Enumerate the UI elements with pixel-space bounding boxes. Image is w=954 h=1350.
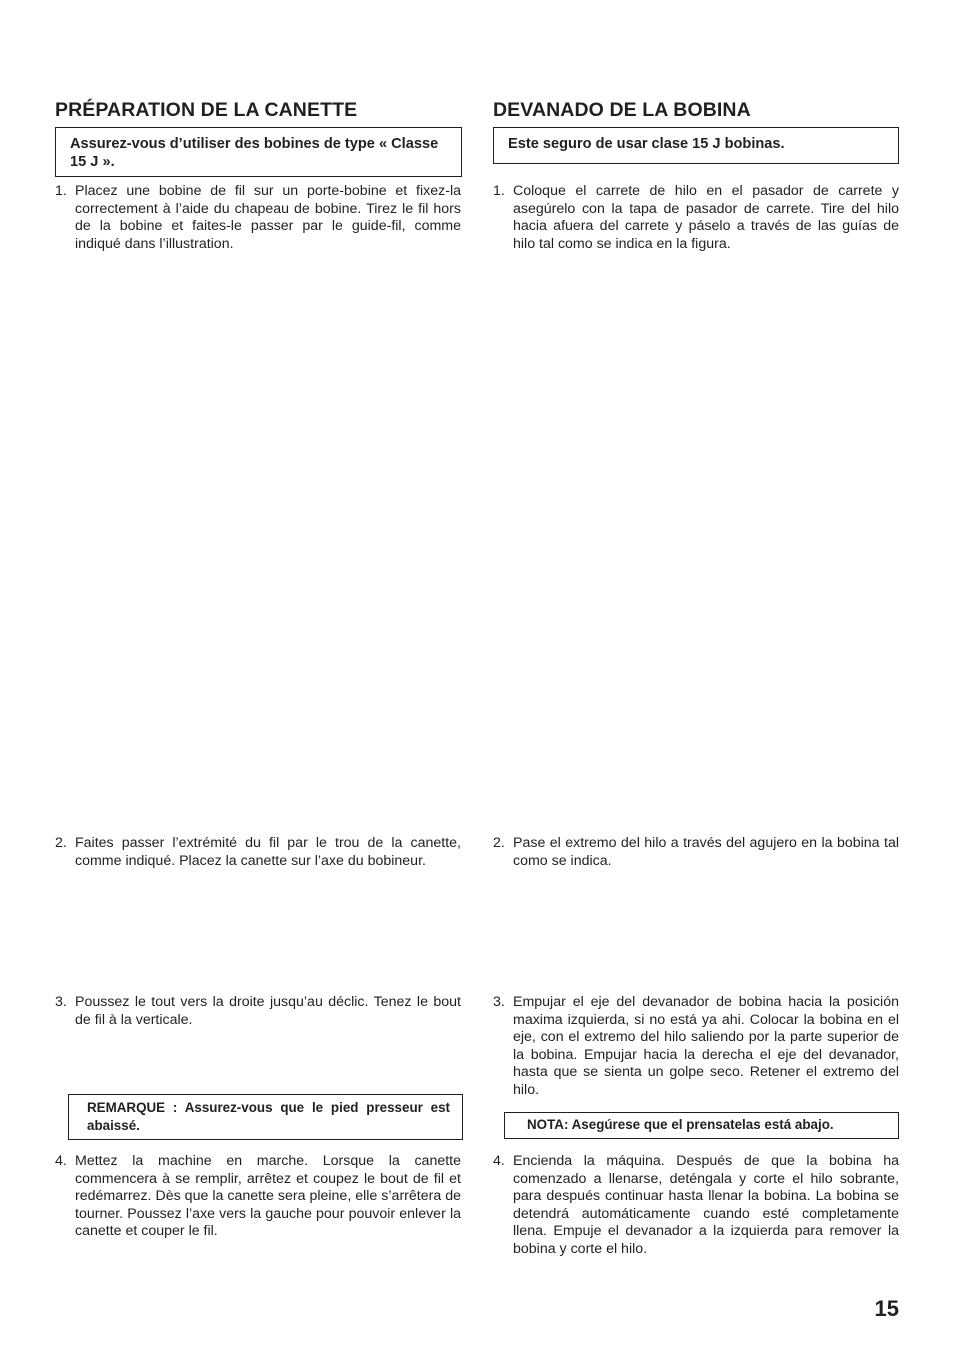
step-text: Pase el extremo del hilo a través del agujero en la bobina tal como se indica.: [513, 835, 899, 869]
spanish-note-box: [504, 1112, 899, 1139]
spanish-notice-text: Este seguro de usar clase 15 J bobinas.: [508, 136, 785, 152]
spanish-step-4: [493, 1153, 899, 1261]
spanish-step-2: [493, 835, 899, 873]
step-number: 1.: [55, 183, 67, 199]
spanish-section-title: DEVANADO DE LA BOBINA: [493, 99, 751, 121]
step-number: 3.: [493, 994, 505, 1010]
french-step-4: [55, 1153, 461, 1245]
step-text: Faites passer l’extrémité du fil par le trou de la canette, comme indiqué. Placez la canette sur l’axe du bobineur.: [75, 835, 461, 869]
spanish-notice-box: [493, 127, 899, 164]
french-notice-text: Assurez-vous d’utiliser des bobines de type « Classe 15 J ».: [70, 136, 439, 170]
french-remark-box: [68, 1094, 463, 1140]
french-remark-text: REMARQUE : Assurez-vous que le pied presseur est abaissé.: [87, 1100, 450, 1133]
step-text: Placez une bobine de fil sur un porte-bobine et fixez-la correctement à l’aide du chapeau de bobine. Tirez le fil hors de la bobine et faites-le passer par le guide-fil, comme indiqué dans l’illustration.: [75, 183, 461, 252]
step-number: 4.: [493, 1153, 505, 1169]
step-number: 2.: [493, 835, 505, 851]
page-number: 15: [874, 1296, 899, 1321]
french-section-title: PRÉPARATION DE LA CANETTE: [55, 99, 358, 121]
step-number: 3.: [55, 994, 67, 1010]
french-step-1: [55, 183, 461, 255]
spanish-step-3: [493, 994, 899, 1102]
step-number: 2.: [55, 835, 67, 851]
step-text: Poussez le tout vers la droite jusqu’au déclic. Tenez le bout de fil à la verticale.: [75, 994, 461, 1028]
step-text: Coloque el carrete de hilo en el pasador de carrete y asegúrelo con la tapa de pasador de carrete. Tire del hilo hacia afuera del carrete y páselo a través de las guías de hilo tal como se indica en la figura.: [513, 183, 899, 252]
french-step-2: [55, 835, 461, 873]
spanish-note-text: NOTA: Asegúrese que el prensatelas está abajo.: [527, 1117, 834, 1132]
step-number: 1.: [493, 183, 505, 199]
spanish-step-1: [493, 183, 899, 255]
french-notice-box: [55, 127, 462, 177]
step-number: 4.: [55, 1153, 67, 1169]
step-text: Mettez la machine en marche. Lorsque la canette commencera à se remplir, arrêtez et coupez le bout de fil et redémarrez. Dès que la canette sera pleine, elle s’arrêtera de tourner. Poussez l’axe vers la gauche pour pouvoir enlever la canette et couper le fil.: [75, 1153, 461, 1240]
step-text: Encienda la máquina. Después de que la bobina ha comenzado a llenarse, deténgala y corte el hilo sobrante, para después continuar hasta llenar la bobina. La bobina se detendrá automáticamente cuando esté completamente llena. Empuje el devanador a la izquierda para remover la bobina y corte el hilo.: [513, 1153, 899, 1257]
french-step-3: [55, 994, 461, 1032]
step-text: Empujar el eje del devanador de bobina hacia la posición maxima izquierda, si no está ya ahi. Colocar la bobina en el eje, con el extremo del hilo saliendo por la parte superior de la bobina. Empujar hacia la derecha el eje del devanador, hasta que se sienta un golpe seco. Retener el extremo del hilo.: [513, 994, 899, 1098]
